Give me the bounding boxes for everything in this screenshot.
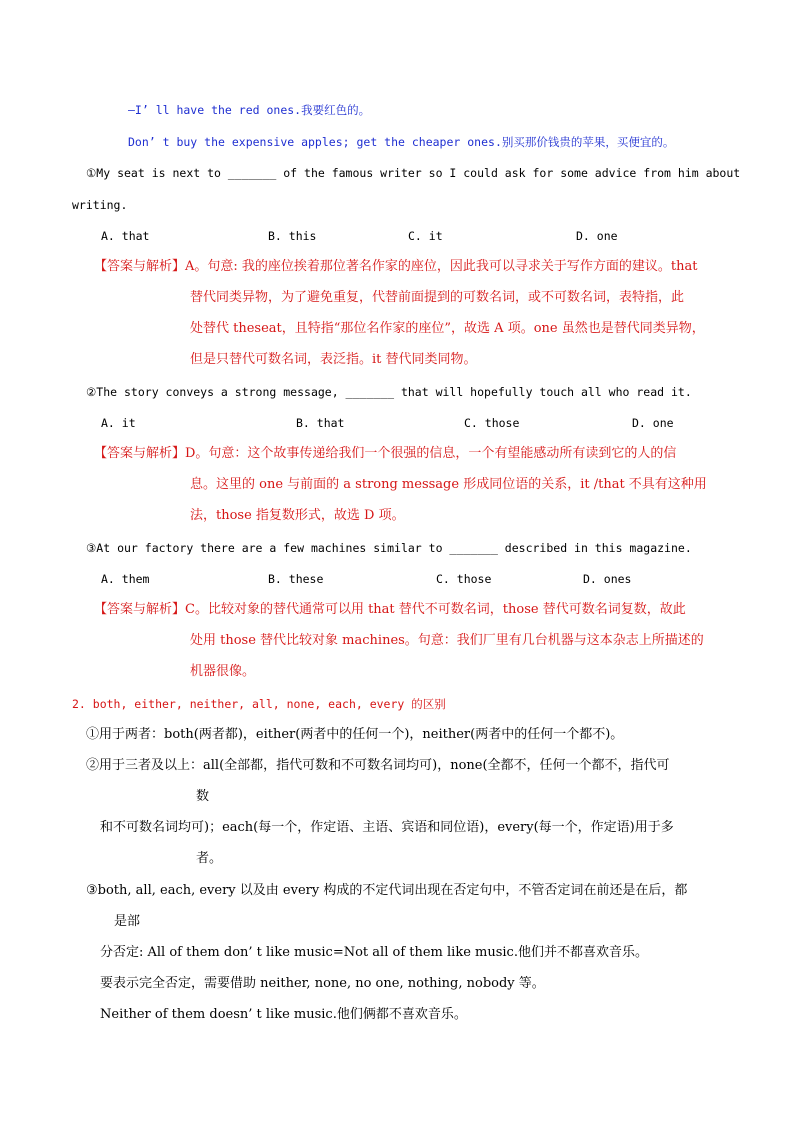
- q3-answer-line-1: 【答案与解析】C。比较对象的替代通常可以用 that 替代不可数名词，those 替代可数名词复数，故此: [94, 602, 686, 617]
- q1-answer-line-2: 替代同类异物，为了避免重复，代替前面提到的可数名词，或不可数名词，表特指，此: [190, 290, 685, 305]
- q1-option-b: B. this: [268, 229, 317, 243]
- example-line-1: —I’ ll have the red ones.我要红色的。: [128, 103, 371, 117]
- q2-answer-line-3: 法，those 指复数形式，故选 D 项。: [190, 508, 405, 523]
- q2-option-b: B. that: [296, 416, 345, 430]
- q1-option-d: D. one: [576, 229, 618, 243]
- q3-answer-line-2: 处用 those 替代比较对象 machines。句意：我们厂里有几台机器与这本杂志上所描述的: [190, 633, 704, 648]
- q1-option-c: C. it: [408, 229, 443, 243]
- section-2-point-2-line-2: 数: [196, 789, 210, 804]
- section-2-point-2-line-3: 和不可数名词均可)；each(每一个，作定语、主语、宾语和同位语)，every(每一个，作定语)用于多: [100, 820, 674, 835]
- q3-option-a: A. them: [101, 572, 150, 586]
- q2-stem: ②The story conveys a strong message, _______ that will hopefully touch all who read it.: [86, 385, 692, 399]
- q1-stem-line-1: ①My seat is next to _______ of the famous writer so I could ask for some advice from him about: [86, 166, 741, 180]
- section-2-point-3-line-1: ③both, all, each, every 以及由 every 构成的不定代词出现在否定句中，不管否定词在前还是在后，都: [86, 883, 688, 898]
- q3-option-b: B. these: [268, 572, 324, 586]
- q3-answer-line-3: 机器很像。: [190, 664, 256, 679]
- q1-answer-line-4: 但是只替代可数名词，表泛指。it 替代同类同物。: [190, 352, 477, 367]
- q3-option-c: C. those: [436, 572, 492, 586]
- section-2-heading: 2. both, either, neither, all, none, each, every 的区别: [72, 697, 446, 711]
- q3-option-d: D. ones: [583, 572, 632, 586]
- q3-stem: ③At our factory there are a few machines similar to _______ described in this magazine.: [86, 541, 692, 555]
- section-2-point-1: ①用于两者：both(两者都)，either(两者中的任何一个)，neither(两者中的任何一个都不)。: [86, 727, 624, 742]
- q2-option-d: D. one: [632, 416, 674, 430]
- section-2-point-2-line-4: 者。: [196, 851, 223, 866]
- q1-answer-line-3: 处替代 theseat，且特指“那位名作家的座位”，故选 A 项。one 虽然也是替代同类异物，: [190, 321, 705, 336]
- section-2-point-3-line-4: 要表示完全否定，需要借助 neither, none, no one, nothing, nobody 等。: [100, 976, 545, 991]
- q1-option-a: A. that: [101, 229, 150, 243]
- q2-answer-line-2: 息。这里的 one 与前面的 a strong message 形成同位语的关系，it /that 不具有这种用: [190, 477, 707, 492]
- section-2-point-3-line-5: Neither of them doesn’ t like music.他们俩都不喜欢音乐。: [100, 1007, 467, 1022]
- q2-answer-line-1: 【答案与解析】D。句意：这个故事传递给我们一个很强的信息，一个有望能感动所有读到它的人的信: [94, 446, 677, 461]
- section-2-point-3-line-2: 是部: [114, 914, 141, 929]
- section-2-point-3-line-3: 分否定: All of them don’ t like music=Not all of them like music.他们并不都喜欢音乐。: [100, 945, 648, 960]
- section-2-point-2-line-1: ②用于三者及以上：all(全部都，指代可数和不可数名词均可)，none(全都不，任何一个都不，指代可: [86, 758, 670, 773]
- q1-stem-line-2: writing.: [72, 198, 128, 212]
- q2-option-c: C. those: [464, 416, 520, 430]
- q2-option-a: A. it: [101, 416, 136, 430]
- example-line-2: Don’ t buy the expensive apples; get the cheaper ones.别买那价钱贵的苹果，买便宜的。: [128, 135, 675, 149]
- q1-answer-line-1: 【答案与解析】A。句意: 我的座位挨着那位著名作家的座位，因此我可以寻求关于写作方面的建议。that: [94, 259, 698, 274]
